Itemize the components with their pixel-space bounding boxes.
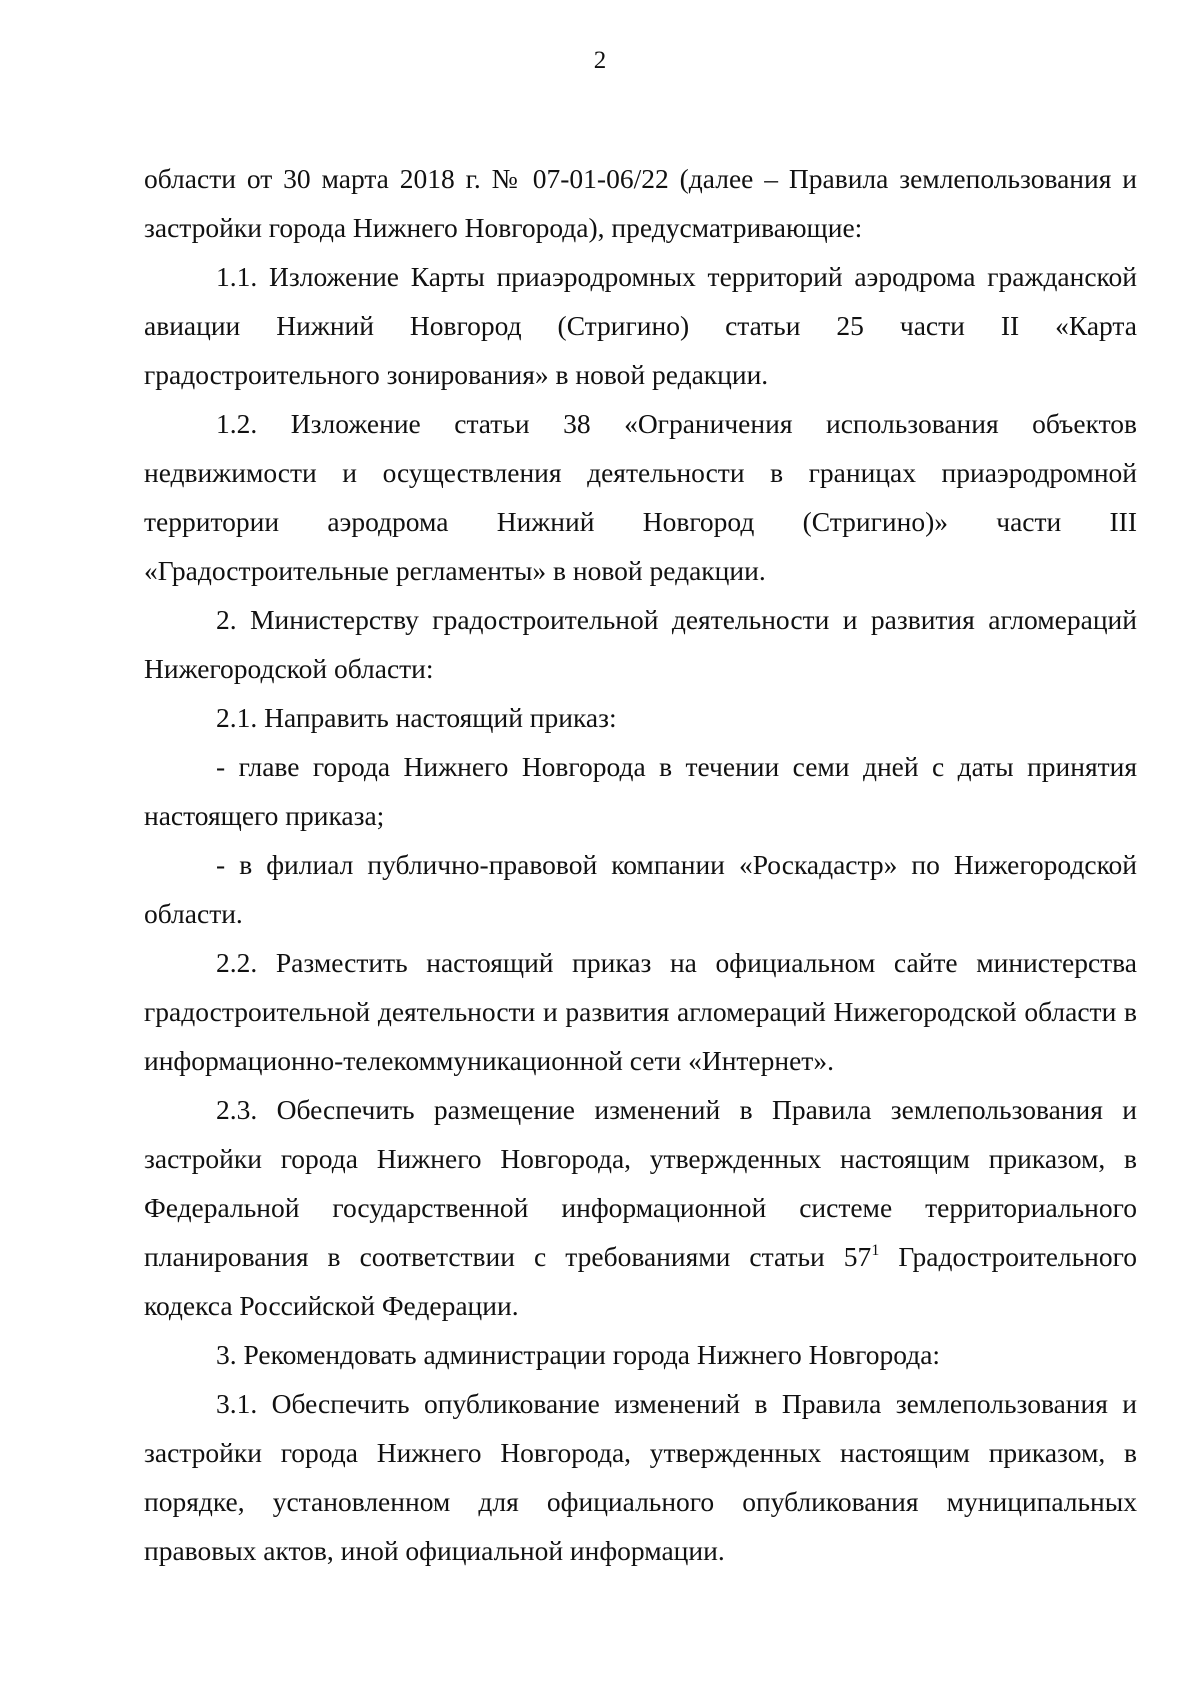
paragraph-2-3 [144, 1085, 1137, 1330]
page-number: 2 [593, 47, 607, 74]
paragraph-1-2: 1.2. Изложение статьи 38 «Ограничения использования объектов недвижимости и осуществления деятельности в границах приаэродромной территории аэродрома Нижний Новгород (Стригино)» части III «Градостроительные регламенты» в новой редакции. [144, 408, 1137, 586]
list-item-roskadastr: - в филиал публично-правовой компании «Роскадастр» по Нижегородской области. [144, 849, 1137, 929]
paragraph-3-1: 3.1. Обеспечить опубликование изменений в Правила землепользования и застройки города Нижнего Новгорода, утвержденных настоящим приказом, в порядке, установленном для официального опубликования муниципальных правовых актов, иной официальной информации. [144, 1388, 1137, 1566]
paragraph-1-1: 1.1. Изложение Карты приаэродромных территорий аэродрома гражданской авиации Нижний Новгород (Стригино) статьи 25 части II «Карта градостроительного зонирования» в новой редакции. [144, 261, 1137, 390]
paragraph-2-3-text: 2.3. Обеспечить размещение изменений в Правила землепользования и застройки города Нижнего Новгорода, утвержденных настоящим приказом, в Федеральной государственной информационной системе территориального планирования в соответствии с требованиями статьи 57 [144, 1094, 1137, 1272]
paragraph-2-3-text-end: Градостроительного кодекса Российской Федерации. [144, 1241, 1137, 1321]
document-body [144, 154, 1137, 1575]
footnote-superscript: 1 [871, 1242, 880, 1259]
paragraph-2: 2. Министерству градостроительной деятельности и развития агломераций Нижегородской области: [144, 604, 1137, 684]
paragraph-continuation: области от 30 марта 2018 г. № 07-01-06/22 (далее – Правила землепользования и застройки города Нижнего Новгорода), предусматривающие: [144, 163, 1137, 243]
paragraph-3: 3. Рекомендовать администрации города Нижнего Новгорода: [216, 1339, 941, 1370]
paragraph-2-2: 2.2. Разместить настоящий приказ на официальном сайте министерства градостроительной деятельности и развития агломераций Нижегородской области в информационно-телекоммуникационной сети «Интернет». [144, 947, 1137, 1076]
list-item-city-head: - главе города Нижнего Новгорода в течении семи дней с даты принятия настоящего приказа; [144, 751, 1137, 831]
paragraph-2-1: 2.1. Направить настоящий приказ: [216, 702, 617, 733]
